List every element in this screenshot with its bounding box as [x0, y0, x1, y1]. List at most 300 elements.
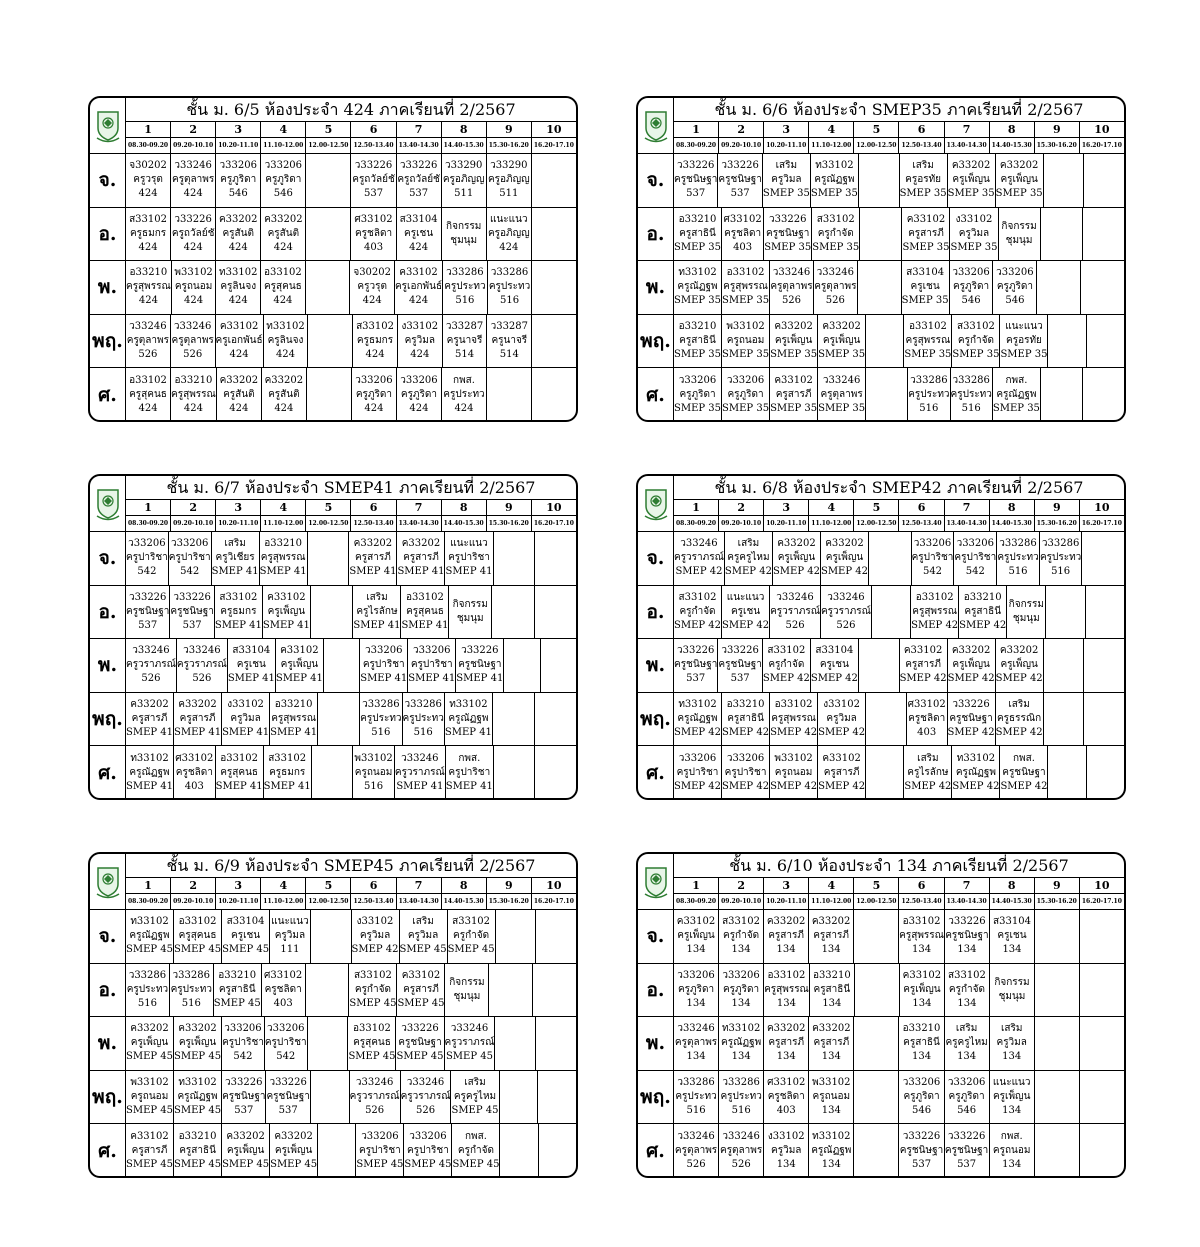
teacher-name: ครูธมกร [129, 227, 167, 239]
room-number: 537 [686, 188, 706, 200]
room-number: SMEP 41 [397, 566, 445, 578]
timetable-title: ชั้น ม. 6/10 ห้องประจำ 134 ภาคเรียนที่ 2/2567 [674, 854, 1124, 878]
subject-code: ว33206 [678, 375, 717, 387]
subject-code: ท33102 [219, 267, 258, 279]
period-time: 08.30-09.20 [126, 516, 171, 531]
schedule-cell [990, 964, 1035, 1017]
schedule-cell [959, 586, 1007, 639]
room-number: 403 [363, 241, 384, 253]
subject-code: ค33202 [178, 1023, 217, 1035]
room-number: SMEP 35 [722, 403, 770, 415]
timetable-title: ชั้น ม. 6/7 ห้องประจำ SMEP41 ภาคเรียนที่ 2/2567 [126, 476, 576, 500]
teacher-name: ครูเพ็ญน [130, 1037, 169, 1049]
subject-code: ว33226 [128, 591, 167, 603]
subject-code: ง33102 [823, 699, 860, 711]
subject-code: อ33102 [178, 916, 217, 928]
period-time: 14.40-15.30 [990, 138, 1035, 153]
schedule-cell [126, 746, 174, 800]
schedule-cell [818, 693, 866, 746]
subject-code: เสริม [775, 160, 798, 172]
schedule-cell [442, 208, 487, 261]
schedule-cell [261, 154, 306, 207]
teacher-name: ครูสุพรรณ [260, 552, 306, 564]
subject-code: ศ33102 [264, 969, 303, 981]
teacher-name: ครูถนอม [130, 1091, 169, 1103]
teacher-name: ครูสันติ [268, 389, 300, 401]
schedule-cell [770, 315, 818, 368]
room-number: 537 [730, 188, 750, 200]
timetable-title: ชั้น ม. 6/5 ห้องประจำ 424 ภาคเรียนที่ 2/2567 [126, 98, 576, 122]
teacher-name: ครูเพ็ญน [992, 1091, 1031, 1103]
room-number: 424 [229, 349, 249, 361]
schedule-cell [126, 208, 171, 261]
schedule-cell [445, 693, 493, 746]
teacher-name: ครูประทว [675, 1091, 717, 1103]
schedule-cell [674, 693, 722, 746]
subject-code: ท33102 [449, 699, 488, 711]
schedule-cell [950, 208, 998, 261]
schedule-cell [126, 639, 177, 692]
schedule-cell [718, 639, 762, 692]
room-number: 424 [409, 241, 429, 253]
subject-code: กิจกรรม [994, 976, 1030, 988]
schedule-cell [948, 639, 996, 692]
schedule-cell [262, 368, 307, 422]
schedule-cell [722, 746, 770, 800]
teacher-name: ครูสุคนธ [263, 281, 302, 293]
subject-code: อ33210 [726, 699, 765, 711]
schedule-cell [912, 532, 955, 585]
teacher-name: ครูภูริดา [727, 389, 764, 401]
day-label: อ. [638, 964, 674, 1017]
period-time: 13.40-14.30 [945, 516, 990, 531]
schedule-cell [494, 746, 536, 800]
day-row [90, 639, 576, 693]
teacher-name: ครูภูริดา [679, 389, 716, 401]
day-row [90, 964, 576, 1018]
subject-code: ง33102 [767, 1131, 805, 1143]
subject-code: อ33210 [678, 321, 717, 333]
subject-code: อ33210 [812, 969, 851, 981]
subject-code: ว33226 [269, 1077, 307, 1089]
subject-code: ว33286 [910, 375, 948, 387]
period-number: 9 [487, 122, 532, 137]
schedule-cell [216, 154, 261, 207]
teacher-name: ครูสารภี [775, 389, 812, 401]
room-number: 134 [821, 1159, 841, 1171]
room-number: SMEP 41 [349, 566, 397, 578]
schedule-cell [356, 1124, 404, 1178]
teacher-name: ครูครูไหม [453, 1091, 497, 1103]
schedule-cell [1035, 1124, 1080, 1178]
teacher-name: ครูชนิษฐา [718, 174, 762, 186]
room-number: SMEP 35 [674, 295, 722, 307]
room-number: SMEP 45 [348, 1051, 396, 1063]
room-number: 424 [228, 241, 248, 253]
teacher-name: ครูปาริชา [954, 552, 997, 564]
day-row [90, 693, 576, 747]
schedule-cell [276, 639, 324, 692]
room-number: SMEP 35 [818, 349, 866, 361]
schedule-cell [993, 261, 1037, 314]
timetable-card [88, 96, 578, 422]
schedule-cell [899, 1071, 944, 1124]
schedule-cell [397, 368, 442, 422]
subject-code: ค33202 [812, 1023, 851, 1035]
subject-code: ว33206 [224, 1023, 262, 1035]
day-row [90, 154, 576, 208]
teacher-name: ครูสาธินี [679, 335, 716, 347]
schedule-cell [722, 368, 770, 422]
subject-code: ส33104 [815, 645, 854, 657]
teacher-name: ครูสาธินี [679, 227, 716, 239]
subject-code: ว33206 [996, 267, 1034, 279]
teacher-name: ครูณัฏฐพ [721, 1037, 762, 1049]
subject-code: เสริม [955, 1023, 978, 1035]
period-time: 14.40-15.30 [442, 138, 487, 153]
subject-code: เสริม [1000, 1023, 1023, 1035]
subject-code: ส33102 [356, 321, 394, 333]
subject-code: ว33206 [956, 538, 995, 550]
schedule-cell [990, 1071, 1035, 1124]
room-number: 134 [911, 1051, 932, 1063]
period-time: 15.30-16.20 [487, 894, 532, 909]
teacher-name: ครูณัฏฐพ [996, 389, 1037, 401]
subject-code: ว33206 [365, 645, 403, 657]
room-number: SMEP 41 [262, 619, 310, 631]
subject-code: ส33104 [226, 916, 265, 928]
teacher-name: ครูวราภรณ์ [349, 1091, 400, 1103]
subject-code: พ33102 [812, 1077, 851, 1089]
teacher-name: ครูตุลาพร [720, 1145, 763, 1157]
schedule-cell [945, 1124, 990, 1178]
schedule-cell [866, 368, 908, 422]
subject-code: ท33102 [130, 753, 169, 765]
schedule-cell [764, 1124, 809, 1178]
subject-code: ว33246 [822, 375, 861, 387]
period-time: 14.40-15.30 [442, 516, 487, 531]
period-time: 12.50-13.40 [899, 894, 944, 909]
subject-code: ว33246 [722, 1131, 760, 1143]
room-number: 424 [365, 349, 385, 361]
schedule-cell [719, 1017, 764, 1070]
schedule-cell [171, 208, 216, 261]
period-number: 5 [306, 878, 351, 893]
room-number: SMEP 35 [818, 403, 866, 415]
time-header [126, 894, 576, 910]
subject-code: ว33226 [769, 213, 807, 225]
day-label: อ. [638, 208, 674, 261]
day-label: พ. [638, 639, 674, 692]
schedule-cell [809, 910, 854, 963]
period-time: 15.30-16.20 [1035, 138, 1080, 153]
schedule-cell [215, 586, 263, 639]
room-number: 516 [1051, 566, 1071, 578]
room-number: SMEP 35 [770, 349, 818, 361]
schedule-cell [174, 746, 216, 800]
period-number: 4 [261, 500, 306, 515]
schedule-cell [814, 261, 858, 314]
schedule-cell [170, 964, 214, 1017]
subject-code: ว33206 [267, 1023, 305, 1035]
subject-code: ค33202 [951, 645, 991, 657]
schedule-cell [532, 315, 576, 368]
room-number: SMEP 45 [270, 1159, 318, 1171]
period-time: 08.30-09.20 [674, 516, 719, 531]
subject-code: ว33246 [129, 321, 167, 333]
teacher-name: ครูประทว [488, 281, 531, 293]
subject-code: ว33286 [722, 1077, 760, 1089]
schedule-cell [674, 639, 718, 692]
schedule-cell [674, 964, 719, 1017]
subject-code: ค33102 [906, 213, 946, 225]
room-number: SMEP 35 [674, 241, 722, 253]
room-number: 537 [278, 1105, 298, 1117]
schedule-cell [1035, 1017, 1080, 1070]
period-number: 10 [1094, 123, 1110, 136]
room-number: SMEP 42 [959, 619, 1007, 631]
subject-code: ว33206 [952, 267, 990, 279]
period-time: 10.20-11.10 [764, 894, 809, 909]
room-number: SMEP 35 [902, 241, 950, 253]
schedule-cell [990, 910, 1035, 963]
schedule-cell [532, 154, 576, 207]
schedule-cell [904, 315, 952, 368]
room-number: 546 [911, 1105, 932, 1117]
room-number: 537 [234, 1105, 254, 1117]
room-number: SMEP 35 [1000, 349, 1048, 361]
room-number: 424 [408, 295, 429, 307]
teacher-name: ครูชนิษฐา [718, 659, 762, 671]
subject-code: ค33102 [902, 969, 942, 981]
teacher-name: ครูตุลาพร [820, 389, 863, 401]
schedule-cell [126, 368, 171, 422]
room-number: SMEP 42 [899, 673, 947, 685]
schedule-cell [674, 586, 722, 639]
subject-code: อ33102 [353, 1023, 391, 1035]
schedule-grid [638, 532, 1124, 798]
day-row [638, 693, 1124, 747]
schedule-cell [170, 586, 214, 639]
schedule-cell [1044, 154, 1085, 207]
subject-code: ว33206 [264, 160, 303, 172]
period-time: 16.20-17.10 [1081, 898, 1122, 905]
room-number: 542 [965, 566, 985, 578]
room-number: 516 [961, 403, 981, 415]
teacher-name: ครูวิมล [826, 713, 857, 725]
schedule-cell [719, 964, 764, 1017]
schedule-cell [1083, 368, 1124, 422]
room-number: SMEP 45 [126, 944, 174, 956]
teacher-name: ชุมนุม [456, 612, 484, 624]
teacher-name: ครูลินจง [267, 335, 304, 347]
schedule-cell [809, 1071, 854, 1124]
day-row [638, 1017, 1124, 1071]
teacher-name: ครูวรุต [133, 174, 163, 186]
subject-code: ค33202 [822, 321, 861, 333]
room-number: 516 [919, 403, 939, 415]
room-number: 134 [776, 944, 796, 956]
schedule-cell [1000, 315, 1048, 368]
period-number: 2 [171, 878, 216, 893]
teacher-name: ครูปาริชา [362, 659, 405, 671]
schedule-cell [811, 154, 859, 207]
subject-code: ง33102 [401, 321, 439, 333]
subject-code: ว33206 [902, 1077, 941, 1089]
period-number: 4 [809, 122, 854, 137]
teacher-name: ครูเพ็ญน [1000, 659, 1038, 671]
teacher-name: ครูถนอม [174, 281, 213, 293]
subject-code: ค33202 [999, 160, 1039, 172]
room-number: SMEP 41 [174, 727, 222, 739]
schedule-cell [1035, 910, 1080, 963]
room-number: SMEP 41 [211, 566, 259, 578]
schedule-cell [456, 639, 504, 692]
subject-code: ว33246 [772, 267, 811, 279]
subject-code: เสริม [464, 1077, 486, 1089]
room-number: 542 [137, 566, 157, 578]
room-number: 526 [192, 673, 212, 685]
schedule-cell [996, 639, 1044, 692]
room-number: 134 [957, 944, 977, 956]
teacher-name: ครูวราภรณ์ [674, 552, 724, 564]
teacher-name: ครูถนอม [812, 1091, 851, 1103]
schedule-cell [222, 910, 270, 963]
room-number: 134 [1002, 944, 1022, 956]
teacher-name: ครูประทว [1039, 552, 1082, 564]
day-row [90, 261, 576, 315]
period-time: 14.40-15.30 [990, 516, 1035, 531]
teacher-name: ครูปาริชา [410, 659, 453, 671]
schedule-cell [1084, 154, 1124, 207]
teacher-name: ครูเชน [236, 659, 266, 671]
teacher-name: ครูชนิษฐา [1002, 767, 1046, 779]
teacher-name: ครูสุพรรณ [899, 930, 944, 942]
schedule-cell [533, 964, 576, 1017]
schedule-cell [1080, 1071, 1124, 1124]
room-number: SMEP 35 [674, 403, 722, 415]
subject-code: ค33202 [218, 213, 258, 225]
subject-code: ค33102 [903, 645, 943, 657]
teacher-name: ครูสารภี [131, 1145, 168, 1157]
teacher-name: ครูชนิษฐา [398, 1037, 442, 1049]
teacher-name: ครูชนิษฐา [170, 605, 214, 617]
subject-code: ศ33102 [723, 213, 762, 225]
teacher-name: ครูอภิญญ [487, 174, 530, 186]
subject-code: เสริม [1008, 699, 1030, 711]
schedule-cell [535, 746, 576, 800]
schedule-grid [90, 532, 576, 798]
subject-code: พ33102 [774, 753, 813, 765]
teacher-name: ครูเอกพันธ์ [215, 335, 263, 347]
schedule-cell [174, 1017, 222, 1070]
room-number: 516 [181, 997, 201, 1009]
period-number: 3 [216, 878, 261, 893]
teacher-name: ครูตุลาพร [171, 335, 214, 347]
subject-code: อ33210 [178, 1131, 217, 1143]
period-number: 6 [899, 878, 944, 893]
schedule-cell [169, 532, 212, 585]
subject-code: ส33102 [353, 969, 392, 981]
subject-code: อ33102 [129, 375, 167, 387]
teacher-name: ครูประทว [402, 713, 444, 725]
day-row [638, 964, 1124, 1018]
teacher-name: ครูเพ็ญน [952, 174, 990, 186]
schedule-cell [809, 1124, 854, 1178]
timetable-card [88, 852, 578, 1178]
room-number: 526 [825, 295, 845, 307]
room-number: 424 [138, 188, 158, 200]
schedule-cell [308, 532, 350, 585]
schedule-cell [308, 315, 353, 368]
schedule-cell [770, 586, 821, 639]
period-time: 12.50-13.40 [351, 516, 396, 531]
subject-code: กพส. [1000, 1131, 1023, 1143]
schedule-cell [911, 586, 959, 639]
subject-code: ท33102 [721, 1023, 761, 1035]
room-number: SMEP 35 [901, 295, 949, 307]
subject-code: ว33286 [362, 699, 400, 711]
schedule-cell [318, 693, 360, 746]
teacher-name: ครูณัฏฐพ [177, 1091, 218, 1103]
room-number: SMEP 45 [174, 944, 222, 956]
schedule-cell [1040, 532, 1083, 585]
schedule-cell [228, 639, 276, 692]
room-number: 516 [499, 295, 520, 307]
schedule-cell [763, 154, 811, 207]
subject-code: ค33102 [822, 753, 861, 765]
period-time: 08.30-09.20 [674, 894, 719, 909]
subject-code: ว33226 [952, 699, 990, 711]
schedule-cell [448, 910, 496, 963]
subject-code: ว33206 [678, 753, 717, 765]
subject-code: ง33102 [955, 213, 993, 225]
schedule-cell [126, 154, 171, 207]
subject-code: ค33202 [178, 699, 217, 711]
subject-code: อ33210 [678, 213, 717, 225]
period-time: 10.20-11.10 [216, 894, 261, 909]
day-row [638, 532, 1124, 586]
room-number: SMEP 35 [770, 403, 818, 415]
teacher-name: ครูณัฏฐพ [814, 174, 855, 186]
room-number: SMEP 42 [351, 944, 399, 956]
subject-code: ศ33102 [907, 699, 946, 711]
room-number: SMEP 41 [270, 727, 318, 739]
subject-code: ค33102 [401, 969, 441, 981]
teacher-name: ครูปาริชา [264, 1037, 307, 1049]
subject-code: อ33210 [963, 591, 1002, 603]
subject-code: ท33102 [678, 699, 717, 711]
schedule-cell [397, 532, 445, 585]
subject-code: ส33104 [232, 645, 271, 657]
subject-code: ว33206 [219, 160, 257, 172]
period-time: 09.20-10.10 [719, 138, 764, 153]
room-number: SMEP 42 [820, 566, 868, 578]
subject-code: ค33202 [766, 1023, 806, 1035]
room-number: 514 [455, 349, 475, 361]
schedule-cell [899, 910, 945, 963]
room-number: 537 [686, 673, 706, 685]
subject-code: ค33202 [766, 916, 806, 928]
schedule-cell [306, 154, 351, 207]
teacher-name: ครูธมกร [356, 335, 394, 347]
schedule-cell [719, 1071, 764, 1124]
subject-code: ท33102 [266, 321, 305, 333]
subject-code: ว33246 [173, 321, 212, 333]
subject-code: ค33102 [676, 916, 716, 928]
period-time: 16.20-17.10 [1081, 520, 1122, 527]
room-number: 424 [228, 295, 248, 307]
